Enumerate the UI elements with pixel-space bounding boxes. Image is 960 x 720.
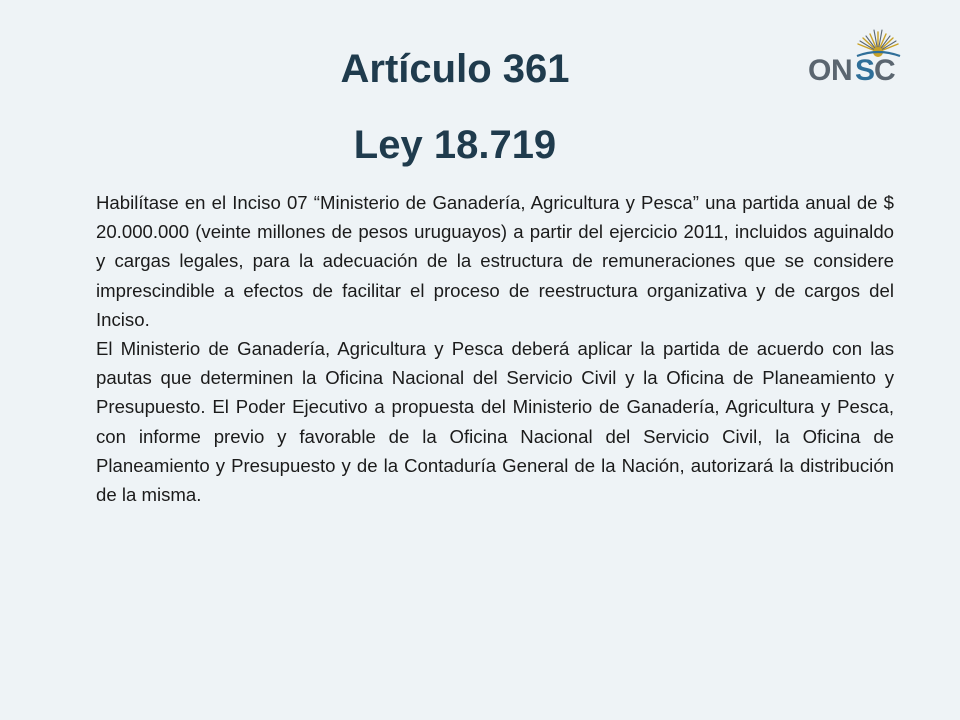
svg-text:S: S <box>855 54 876 87</box>
onsc-logo <box>800 18 930 98</box>
svg-text:O: O <box>808 54 832 87</box>
article-paragraph-2: El Ministerio de Ganadería, Agricultura y Pesca deberá aplicar la partida de acuerdo con las pautas que determinen la Oficina Nacional del Servicio Civil y la Oficina de Planeamiento y Presupuesto. El Poder Ejecutivo a propuesta del Ministerio de Ganadería, Agricultura y Pesca, con informe previo y favorable de la Oficina Nacional del Servicio Civil, la Oficina de Planeamiento y Presupuesto y de la Contaduría General de la Nación, autorizará la distribución de la misma. <box>96 338 894 506</box>
article-paragraph-1: Habilítase en el Inciso 07 “Ministerio de Ganadería, Agricultura y Pesca” una partida anual de $ 20.000.000 (veinte millones de pesos uruguayos) a partir del ejercicio 2011, incluidos aguinaldo y cargas legales, para la adecuación de la estructura de remuneraciones que se considere imprescindible a efectos de facilitar el proceso de reestructura organizativa y de cargos del Inciso. <box>96 192 894 330</box>
slide-title: Artículo 361 <box>340 47 570 91</box>
svg-text:C: C <box>874 54 896 87</box>
article-body <box>96 188 894 509</box>
slide-subtitle: Ley 18.719 <box>353 123 557 167</box>
svg-text:N: N <box>831 54 853 87</box>
onsc-wordmark <box>808 52 900 87</box>
